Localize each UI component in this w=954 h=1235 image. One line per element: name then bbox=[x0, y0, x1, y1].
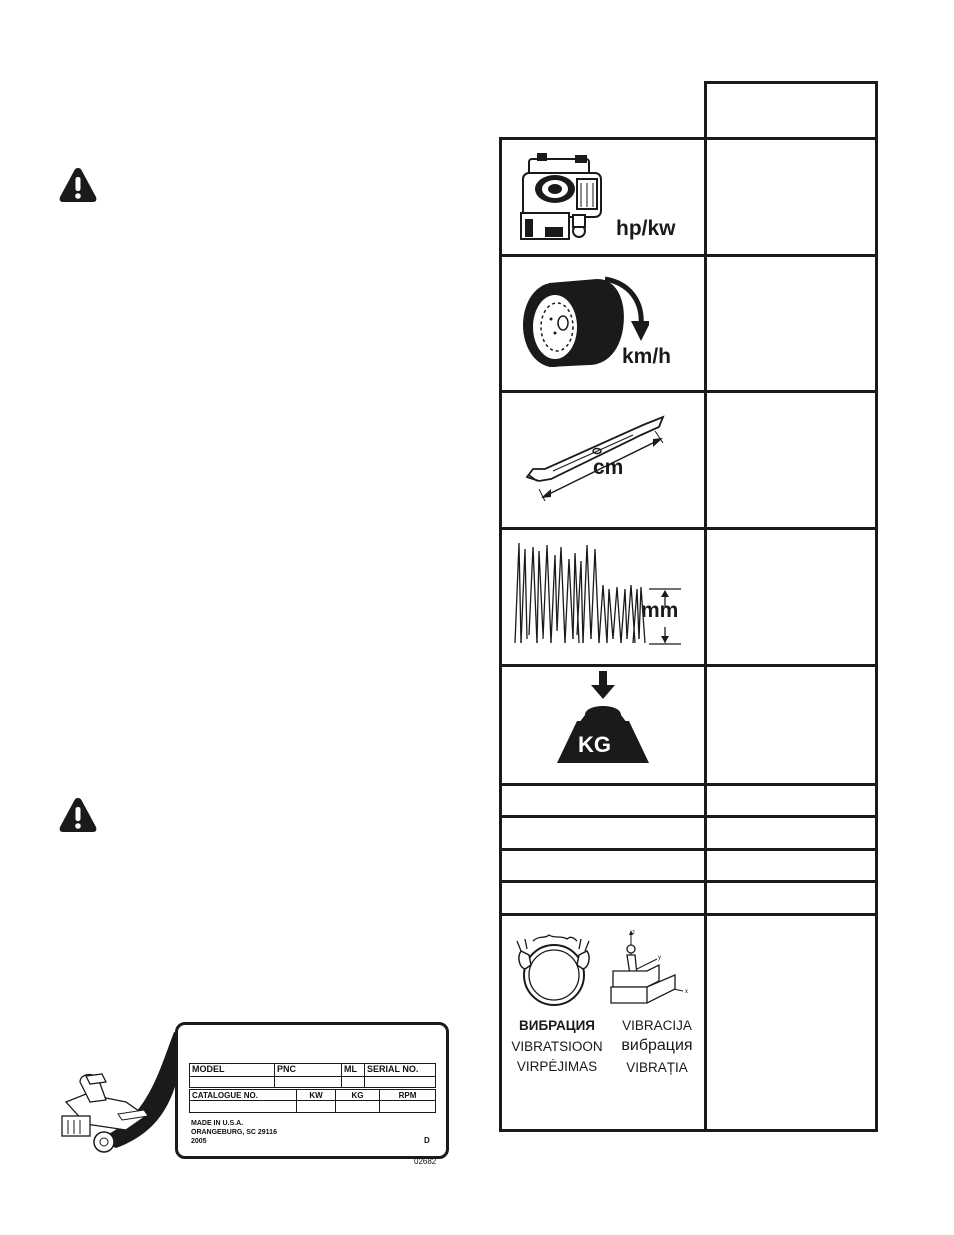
table-border bbox=[499, 1129, 878, 1132]
axis-label: x bbox=[685, 989, 688, 995]
plate-cell: MODEL bbox=[189, 1063, 275, 1077]
vibration-label: вибрация bbox=[621, 1037, 693, 1054]
table-border bbox=[499, 137, 502, 1132]
vibration-label: VIBRACIJA bbox=[622, 1018, 692, 1033]
plate-text: D bbox=[424, 1136, 430, 1145]
plate-cell: PNC bbox=[274, 1063, 342, 1077]
engine-unit-label: hp/kw bbox=[616, 217, 676, 240]
seated-operator-icon bbox=[607, 927, 695, 1011]
axis-label: y bbox=[658, 955, 661, 961]
table-border bbox=[499, 913, 878, 916]
plate-cell: RPM bbox=[379, 1089, 436, 1101]
plate-cell: KG bbox=[335, 1089, 380, 1101]
plate-cell: ML bbox=[341, 1063, 365, 1077]
plate-cell: KW bbox=[296, 1089, 336, 1101]
vibration-label: VIRPĖJIMAS bbox=[516, 1059, 598, 1074]
vibration-label: ВИБРАЦИЯ bbox=[519, 1018, 595, 1033]
plate-cell bbox=[296, 1100, 336, 1113]
table-border bbox=[499, 527, 878, 530]
warning-icon bbox=[58, 167, 98, 203]
speed-unit-label: km/h bbox=[622, 345, 672, 368]
steering-wheel-icon bbox=[515, 927, 593, 1011]
plate-text: MADE IN U.S.A. bbox=[191, 1120, 244, 1127]
axis-label: z bbox=[632, 930, 635, 936]
vibration-label: VIBRAȚIA bbox=[626, 1060, 688, 1075]
weight-unit-label: KG bbox=[578, 732, 611, 757]
plate-cell bbox=[341, 1076, 365, 1088]
table-border bbox=[875, 81, 878, 1132]
table-border bbox=[704, 81, 878, 84]
plate-cell bbox=[379, 1100, 436, 1113]
plate-cell bbox=[189, 1076, 275, 1088]
warning-icon bbox=[58, 797, 98, 833]
figure-code: 02682 bbox=[414, 1157, 437, 1166]
table-border bbox=[499, 848, 878, 851]
nameplate-label bbox=[175, 1022, 449, 1159]
vibration-label: VIBRATSIOON bbox=[511, 1039, 603, 1054]
plate-text: 2005 bbox=[191, 1138, 207, 1145]
grass-height-icon bbox=[511, 539, 691, 649]
blade-unit-label: cm bbox=[593, 456, 624, 479]
engine-icon bbox=[515, 149, 615, 249]
table-border bbox=[499, 815, 878, 818]
table-border bbox=[499, 783, 878, 786]
plate-cell bbox=[274, 1076, 342, 1088]
plate-cell: CATALOGUE NO. bbox=[189, 1089, 297, 1101]
table-border bbox=[704, 81, 707, 1132]
height-unit-label: mm bbox=[641, 599, 679, 622]
plate-cell bbox=[189, 1100, 297, 1113]
plate-cell: SERIAL NO. bbox=[364, 1063, 436, 1077]
plate-cell bbox=[364, 1076, 436, 1088]
plate-text: ORANGEBURG, SC 29116 bbox=[191, 1129, 277, 1136]
plate-cell bbox=[335, 1100, 380, 1113]
table-border bbox=[499, 664, 878, 667]
table-border bbox=[499, 137, 878, 140]
spec-table bbox=[499, 81, 878, 1132]
table-border bbox=[499, 254, 878, 257]
table-border bbox=[499, 880, 878, 883]
table-border bbox=[499, 390, 878, 393]
